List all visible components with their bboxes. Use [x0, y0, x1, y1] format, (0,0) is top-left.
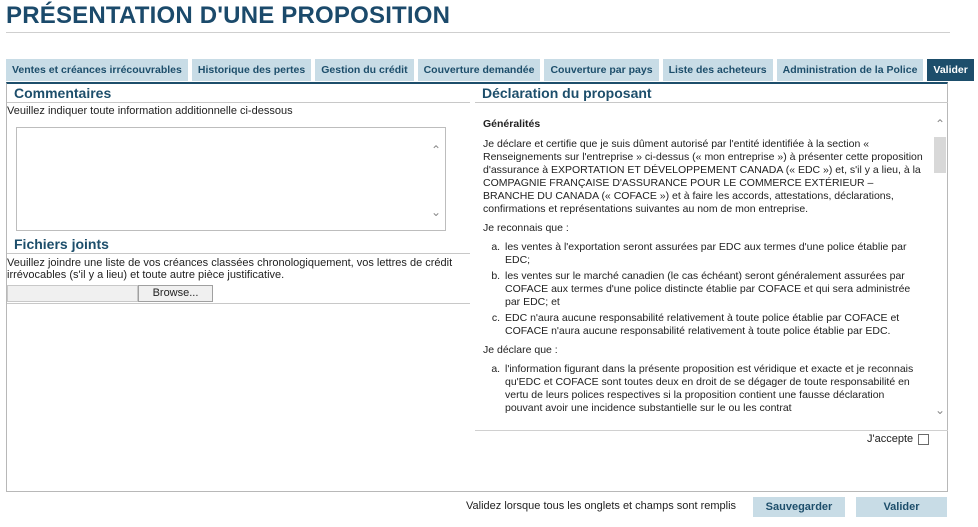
tab-loss-history[interactable]: Historique des pertes [192, 59, 311, 81]
attachments-hint-line1: Veuillez joindre une liste de vos créances classées chronologiquement, vos lettres de crédit [7, 257, 453, 269]
tab-sales-bad-debts[interactable]: Ventes et créances irrécouvrables [6, 59, 188, 81]
chevron-down-icon[interactable]: ⌄ [935, 403, 946, 417]
comments-title-divider [7, 102, 470, 103]
recognize-heading: Je reconnais que : [483, 222, 569, 234]
tab-policy-administration[interactable]: Administration de la Police [777, 59, 924, 81]
title-divider [6, 32, 950, 33]
list-item: a. les ventes à l'exportation seront assurées par EDC aux termes d'une police établie par EDC; [503, 241, 923, 267]
tab-buyer-list[interactable]: Liste des acheteurs [663, 59, 773, 81]
declare-list [483, 363, 923, 415]
attachments-hint-line2: irrévocables (s'il y a lieu) et toute autre pièce justificative. [7, 269, 285, 281]
comments-hint: Veuillez indiquer toute information additionnelle ci-dessous [7, 105, 293, 117]
list-item: a. l'information figurant dans la présente proposition est véridique et exacte et je reconnais qu'EDC et COFACE sont toutes deux en droit de se dégager de toute responsabilité en vertu de leurs polices respectives si la proposition contient une fausse déclaration pouvant avoir une incidence substantielle sur le ou les contrat [503, 363, 923, 415]
comments-title: Commentaires [14, 85, 112, 101]
attachments-title-divider [7, 253, 470, 254]
declare-heading: Je déclare que : [483, 344, 558, 356]
file-path-field[interactable] [7, 285, 138, 302]
browse-button[interactable]: Browse... [138, 285, 213, 302]
declaration-text [483, 118, 923, 421]
scrollbar-thumb[interactable] [934, 137, 946, 173]
save-button[interactable]: Sauvegarder [753, 497, 845, 517]
declaration-title: Déclaration du proposant [482, 85, 652, 101]
tab-country-coverage[interactable]: Couverture par pays [544, 59, 658, 81]
tab-credit-management[interactable]: Gestion du crédit [315, 59, 413, 81]
attachments-bottom-divider [7, 303, 470, 304]
declaration-scrollbar[interactable] [933, 104, 948, 431]
comments-textarea[interactable] [16, 127, 446, 231]
chevron-up-icon[interactable]: ⌃ [935, 117, 946, 131]
declaration-subtitle: Généralités [483, 118, 541, 130]
declaration-scroll-area[interactable] [475, 104, 948, 431]
attachments-title: Fichiers joints [14, 236, 109, 252]
accept-label: J'accepte [867, 433, 914, 445]
list-item: b. les ventes sur le marché canadien (le cas échéant) seront généralement assurées par COFACE aux termes d'une police distincte établie par COFACE et qui sera administrée par EDC; et [503, 270, 923, 309]
list-item: c. EDC n'aura aucune responsabilité relativement à toute police établie par COFACE et COFACE n'aura aucune responsabilité relativement à toute police établie par EDC. [503, 312, 923, 338]
declaration-paragraph: Je déclare et certifie que je suis dûment autorisé par l'entité identifiée à la section « Renseignements sur l'entreprise » ci-dessus (« mon entreprise ») à présenter cette proposition d'assurance à EXPORTATION ET DÉVELOPPEMENT CANADA (« EDC ») et, s'il y a lieu, à la COMPAGNIE FRANÇAISE D'ASSURANCE POUR LE COMMERCE EXTÉRIEUR – BRANCHE DU CANADA (« COFACE ») et à faire les accords, attestations, déclarations, confirmations et représentations suivantes au nom de mon entreprise. [483, 138, 923, 215]
chevron-up-icon[interactable]: ⌃ [431, 143, 442, 157]
page-title: PRÉSENTATION D'UNE PROPOSITION [6, 2, 451, 29]
chevron-down-icon[interactable]: ⌄ [431, 205, 442, 219]
recognize-list [483, 241, 923, 338]
accept-checkbox[interactable] [918, 434, 929, 445]
footer-note: Validez lorsque tous les onglets et champs sont remplis [466, 500, 737, 512]
validate-button[interactable]: Valider [856, 497, 947, 517]
declaration-title-divider [475, 102, 948, 103]
tab-validate[interactable]: Valider [927, 59, 973, 81]
tab-requested-coverage[interactable]: Couverture demandée [418, 59, 541, 81]
tab-bar [6, 59, 978, 81]
